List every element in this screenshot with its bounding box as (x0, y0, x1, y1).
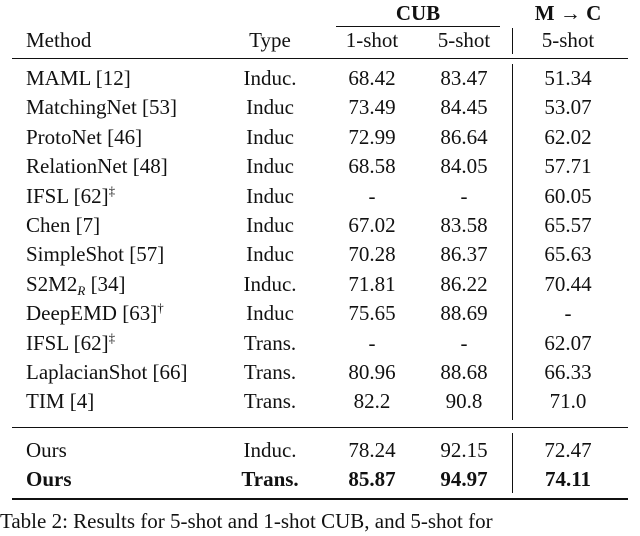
table-row (0, 93, 640, 122)
method-cell (26, 64, 131, 93)
method-name: MatchingNet [53] (26, 95, 178, 120)
cub-5shot-cell: 88.69 (440, 301, 488, 326)
type-cell: Induc. (243, 271, 297, 296)
cub-5shot-cell: 83.58 (440, 213, 488, 237)
method-cell (26, 182, 115, 211)
column-header-method: Method (26, 28, 92, 52)
type-cell: Trans. (243, 330, 297, 355)
table-row (0, 299, 640, 328)
method-name: IFSL [62] (26, 330, 109, 355)
cub-1shot-cell: 68.58 (348, 154, 396, 179)
cub-5shot-cell: 94.97 (440, 467, 488, 491)
type-cell: Trans. (243, 360, 297, 384)
header-row (0, 26, 640, 55)
column-divider (512, 28, 513, 54)
type-cell: Induc (246, 213, 294, 237)
mc-5shot-cell: 70.44 (544, 271, 592, 296)
method-cell (26, 270, 126, 299)
mc-5shot-cell: 65.63 (544, 242, 592, 267)
table-row (0, 240, 640, 269)
method-name: LaplacianShot [66] (26, 360, 188, 384)
cub-1shot-cell: 70.28 (348, 242, 396, 267)
header-rule (12, 58, 628, 59)
cub-5shot-cell: 88.68 (440, 360, 488, 384)
cub-1shot-cell: 85.87 (348, 467, 396, 491)
method-footnote-mark: † (157, 300, 164, 316)
method-footnote-mark: ‡ (108, 329, 116, 345)
cub-1shot-cell: 72.99 (348, 124, 396, 149)
mc-5shot-cell: 53.07 (544, 95, 592, 120)
cub-5shot-cell: 86.64 (440, 124, 488, 149)
method-cell (26, 358, 188, 387)
mc-5shot-cell: 66.33 (544, 360, 592, 384)
group-header-mc: M → C (534, 1, 602, 25)
type-cell: Induc (246, 154, 294, 179)
type-cell: Induc. (243, 438, 297, 462)
table-row (0, 329, 640, 358)
method-cell (26, 93, 177, 122)
table-row (0, 270, 640, 299)
cub-5shot-cell: - (460, 183, 468, 208)
type-cell: Induc. (243, 66, 297, 90)
type-cell: Induc (246, 242, 294, 267)
method-name: TIM [4] (26, 389, 95, 414)
method-name: SimpleShot [57] (26, 242, 165, 267)
mc-5shot-cell: - (564, 301, 572, 326)
method-name: Ours (26, 438, 67, 462)
method-cell (26, 329, 115, 358)
table-row (0, 123, 640, 152)
method-name: IFSL [62] (26, 183, 109, 208)
type-cell: Induc (246, 183, 294, 208)
cub-1shot-cell: 78.24 (348, 438, 396, 462)
cub-1shot-cell: 80.96 (348, 360, 396, 384)
method-name: DeepEMD [63] (26, 301, 158, 326)
table-caption: Table 2: Results for 5-shot and 1-shot CUB, and 5-shot for (0, 509, 493, 533)
cub-1shot-cell: - (368, 183, 376, 208)
mc-5shot-cell: 62.07 (544, 330, 592, 355)
cub-5shot-cell: 86.37 (440, 242, 488, 267)
cub-1shot-cell: 71.81 (348, 271, 396, 296)
cub-1shot-cell: 82.2 (353, 389, 391, 414)
cub-5shot-cell: 84.05 (440, 154, 488, 179)
method-name: Ours (26, 467, 72, 491)
cub-5shot-cell: 86.22 (440, 271, 488, 296)
type-cell: Trans. (241, 467, 299, 491)
method-cell (26, 211, 100, 240)
mc-5shot-cell: 65.57 (544, 213, 592, 237)
table-row (0, 182, 640, 211)
type-cell: Induc (246, 301, 294, 326)
method-cell (26, 240, 164, 269)
method-name: RelationNet [48] (26, 154, 168, 179)
cub-1shot-cell: 68.42 (348, 66, 396, 90)
column-header-type: Type (249, 28, 291, 52)
column-header-cub-1shot: 1-shot (345, 28, 399, 52)
method-citation: [34] (85, 271, 126, 296)
table-row (0, 358, 640, 387)
method-cell (26, 299, 164, 328)
method-cell (26, 436, 67, 465)
mc-5shot-cell: 74.11 (544, 467, 592, 491)
section-rule (12, 427, 628, 428)
cub-1shot-cell: 73.49 (348, 95, 396, 120)
type-cell: Trans. (243, 389, 297, 414)
method-footnote-mark: ‡ (108, 182, 116, 198)
group-header-cub: CUB (395, 1, 441, 25)
method-name: ProtoNet [46] (26, 124, 143, 149)
mc-5shot-cell: 71.0 (549, 389, 587, 414)
table-row (0, 465, 640, 494)
method-cell (26, 387, 94, 416)
cub-5shot-cell: 83.47 (440, 66, 488, 90)
table-row (0, 64, 640, 93)
cub-5shot-cell: 92.15 (440, 438, 488, 462)
method-name: MAML [12] (26, 66, 131, 90)
cub-1shot-cell: 67.02 (348, 213, 396, 237)
table-row (0, 387, 640, 416)
method-subscript: R (77, 282, 86, 298)
cub-1shot-cell: - (368, 330, 376, 355)
method-cell (26, 152, 168, 181)
method-name: S2M2 (26, 271, 78, 296)
cub-1shot-cell: 75.65 (348, 301, 396, 326)
table-row (0, 152, 640, 181)
table-row (0, 211, 640, 240)
mc-5shot-cell: 60.05 (544, 183, 592, 208)
mc-5shot-cell: 57.71 (544, 154, 592, 179)
cub-5shot-cell: - (460, 330, 468, 355)
mc-5shot-cell: 72.47 (544, 438, 592, 462)
type-cell: Induc (246, 124, 294, 149)
bottom-rule (12, 498, 628, 500)
method-cell (26, 123, 142, 152)
mc-5shot-cell: 51.34 (544, 66, 592, 90)
method-name: Chen [7] (26, 213, 101, 237)
table-row (0, 436, 640, 465)
column-header-cub-5shot: 5-shot (437, 28, 491, 52)
column-header-mc-5shot: 5-shot (541, 28, 595, 52)
method-cell (26, 465, 72, 494)
cub-5shot-cell: 90.8 (445, 389, 483, 414)
type-cell: Induc (246, 95, 294, 120)
mc-5shot-cell: 62.02 (544, 124, 592, 149)
cub-5shot-cell: 84.45 (440, 95, 488, 120)
